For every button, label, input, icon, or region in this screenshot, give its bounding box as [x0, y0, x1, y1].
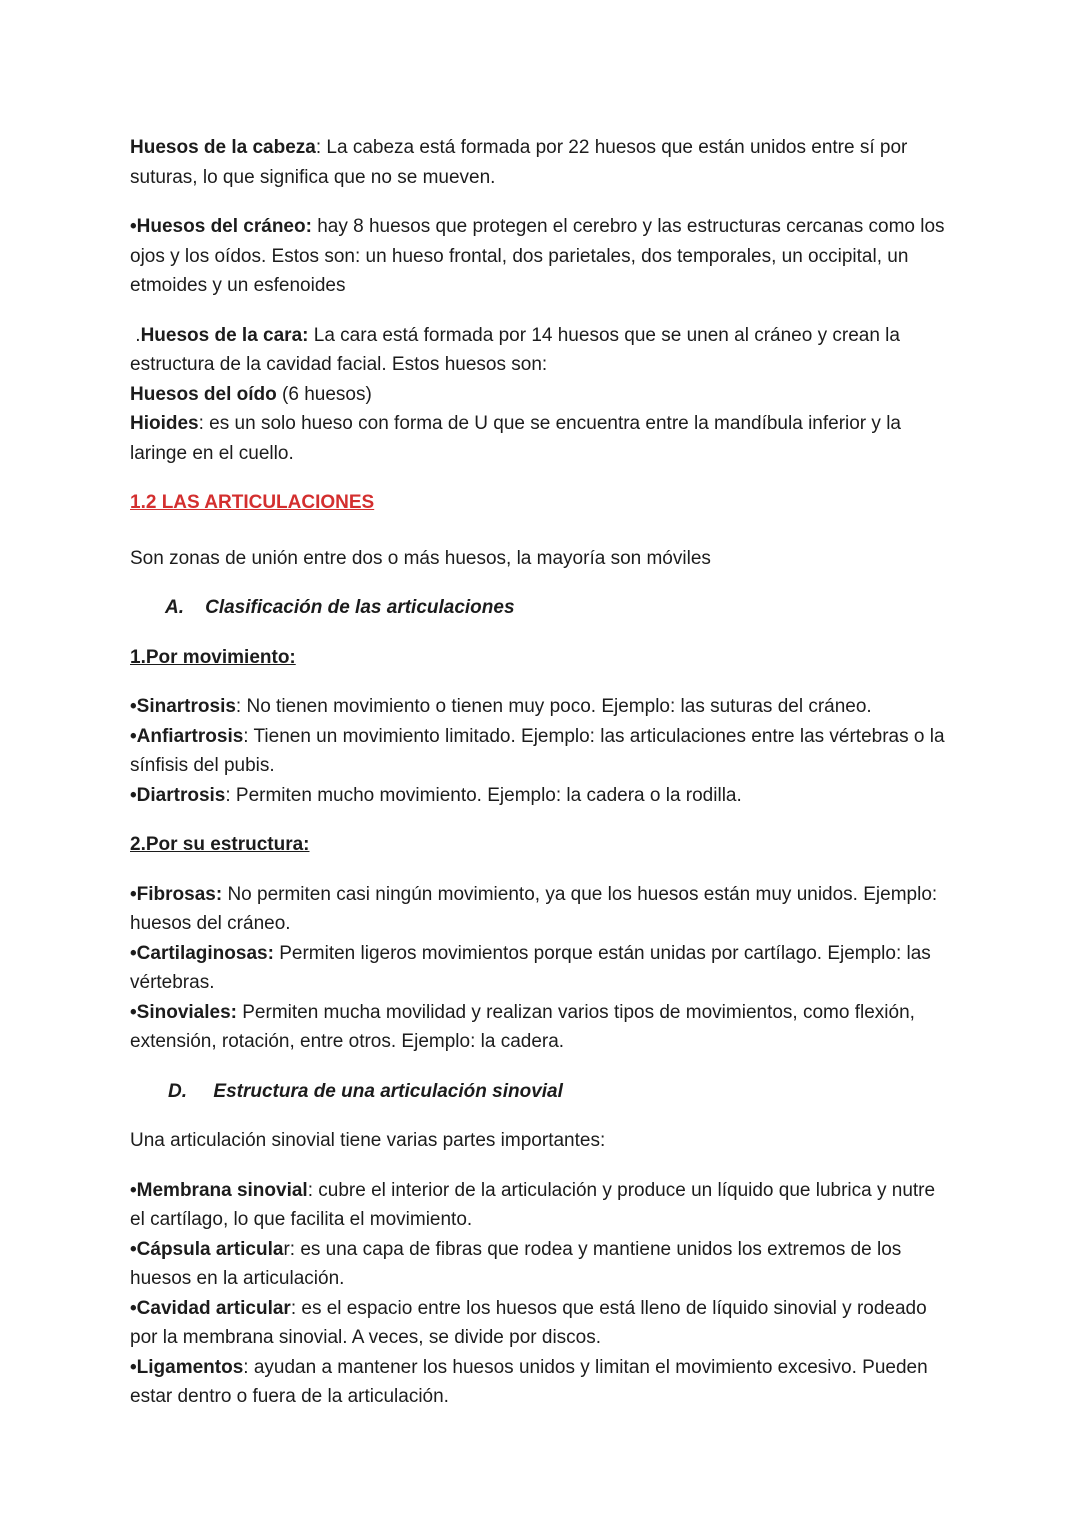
text-run: •Diartrosis: [130, 784, 226, 806]
text-run: Permiten mucha movilidad y realizan varios tipos de movimientos, como flexión, extensión, rotación, entre otros. Ejemplo: la cadera.: [130, 1001, 921, 1052]
paragraph-huesos-cabeza: [130, 133, 954, 192]
paragraph-huesos-cara: [130, 321, 954, 469]
label-por-movimiento: [130, 643, 954, 673]
text-run: r: es una capa de fibras que rodea y mantiene unidos los extremos de los huesos en la articulación.: [130, 1238, 907, 1289]
text-run: : Tienen un movimiento limitado. Ejemplo: las articulaciones entre las vértebras o la sínfisis del pubis.: [130, 725, 950, 776]
text-run: •Cavidad articular: [130, 1297, 291, 1319]
bullets-por-estructura: [130, 880, 954, 1057]
text-run: Huesos del oído: [130, 383, 277, 405]
text-run: •Ligamentos: [130, 1356, 244, 1378]
text-run: A. Clasificación de las articulaciones: [165, 597, 515, 618]
heading-las-articulaciones: [130, 488, 954, 518]
text-run: •Cápsula articula: [130, 1238, 284, 1260]
text-run: Una articulación sinovial tiene varias partes importantes:: [130, 1130, 606, 1151]
text-run: •Fibrosas:: [130, 883, 223, 905]
text-run: hay 8 huesos que protegen el cerebro y las estructuras cercanas como los ojos y los oídos. Estos son: un hueso frontal, dos parietales, dos temporales, un occipital, un etmoides y un esfenoides: [130, 216, 950, 296]
text-run: : La cabeza está formada por 22 huesos que están unidos entre sí por suturas, lo que significa que no se mueven.: [130, 137, 913, 188]
subheading-clasificacion: [130, 593, 954, 623]
text-run: •Huesos del cráneo:: [130, 216, 312, 237]
text-run: Huesos de la cara:: [140, 324, 309, 346]
text-run: •Sinoviales:: [130, 1001, 237, 1023]
bullets-por-movimiento: [130, 692, 954, 810]
paragraph-huesos-craneo: [130, 212, 954, 301]
text-run: .: [130, 324, 141, 346]
text-run: Hioides: [130, 413, 199, 434]
subheading-estructura-sinovial: [130, 1077, 954, 1107]
text-run: La cara está formada por 14 huesos que se unen al cráneo y crean la estructura de la cavidad facial. Estos huesos son:: [130, 324, 906, 375]
text-run: : es un solo hueso con forma de U que se encuentra entre la mandíbula inferior y la laringe en el cuello.: [130, 413, 907, 464]
text-run: 1.2 LAS ARTICULACIONES: [130, 492, 375, 513]
text-run: 2.Por su estructura:: [130, 834, 310, 855]
text-run: Huesos de la cabeza: [130, 137, 316, 158]
text-run: No permiten casi ningún movimiento, ya que los huesos están muy unidos. Ejemplo: huesos del cráneo.: [130, 883, 943, 934]
text-run: •Cartilaginosas:: [130, 942, 274, 964]
text-run: Son zonas de unión entre dos o más huesos, la mayoría son móviles: [130, 547, 711, 569]
text-run: : No tienen movimiento o tienen muy poco. Ejemplo: las suturas del cráneo.: [235, 696, 872, 717]
text-run: : cubre el interior de la articulación y produce un líquido que lubrica y nutre el cartílago, lo que facilita el movimiento.: [130, 1179, 941, 1230]
text-run: D. Estructura de una articulación sinovial: [168, 1080, 563, 1102]
text-run: : es el espacio entre los huesos que está lleno de líquido sinovial y rodeado por la membrana sinovial. A veces, se divide por discos.: [130, 1297, 932, 1348]
text-run: 1.Por movimiento:: [130, 646, 296, 668]
text-run: •Membrana sinovial: [130, 1179, 308, 1201]
paragraph-partes-importantes: [130, 1126, 954, 1156]
text-run: •Sinartrosis: [130, 696, 236, 717]
text-run: •Anfiartrosis: [130, 725, 244, 747]
text-run: : ayudan a mantener los huesos unidos y limitan el movimiento excesivo. Pueden estar dentro o fuera de la articulación.: [130, 1356, 933, 1407]
paragraph-zonas-union: [130, 544, 954, 574]
bullets-partes-sinovial: [130, 1176, 954, 1412]
text-run: Permiten ligeros movimientos porque están unidas por cartílago. Ejemplo: las vértebras.: [130, 942, 937, 993]
text-run: (6 huesos): [276, 383, 372, 405]
label-por-estructura: [130, 830, 954, 860]
text-run: : Permiten mucho movimiento. Ejemplo: la cadera o la rodilla.: [225, 784, 742, 806]
